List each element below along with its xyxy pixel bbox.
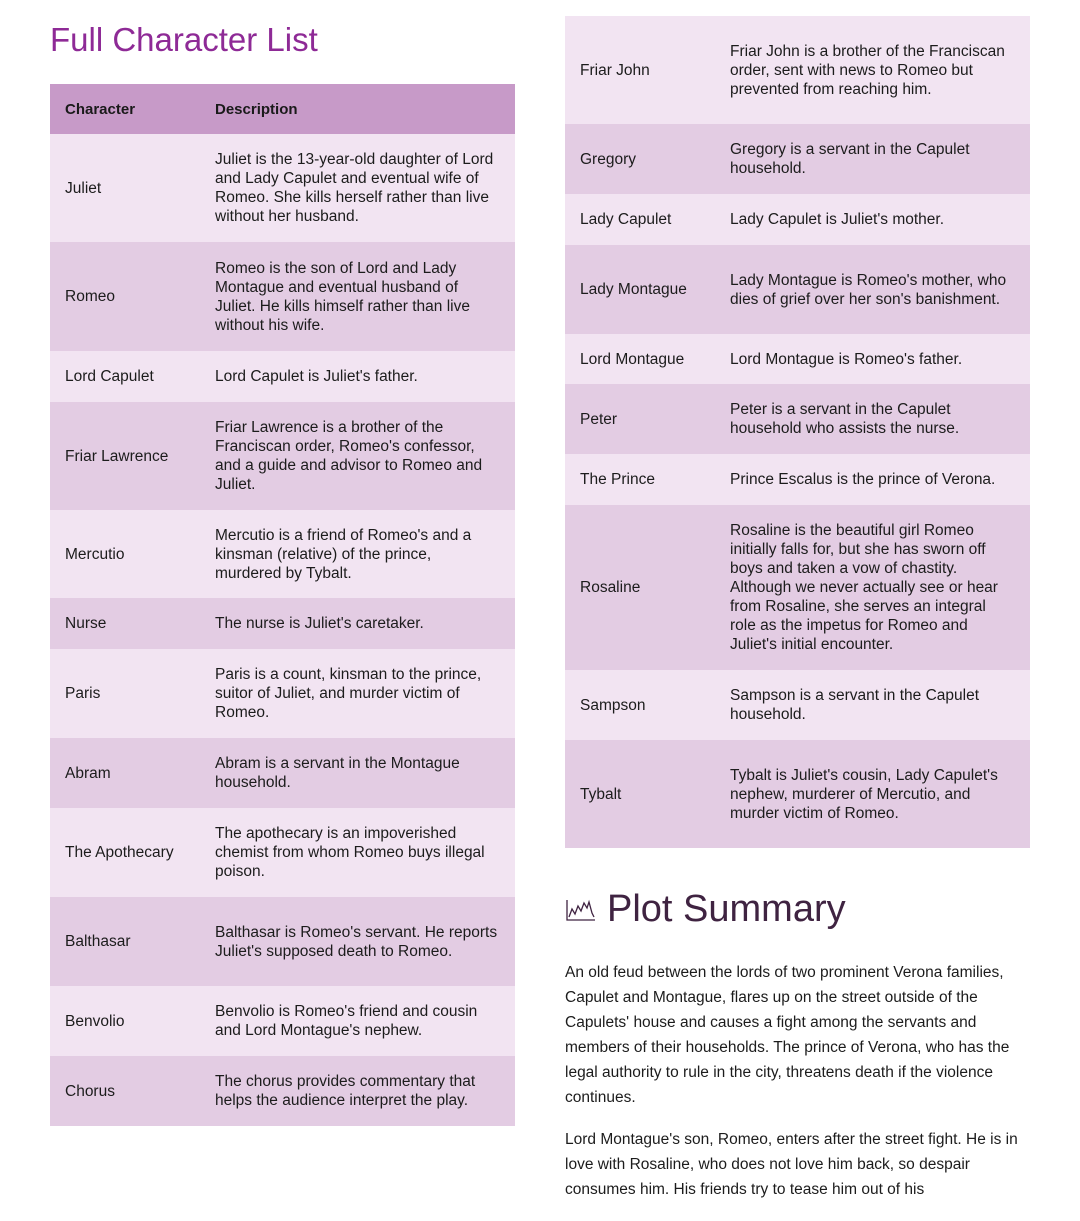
header-description: Description bbox=[200, 84, 515, 134]
character-name: Abram bbox=[50, 738, 200, 808]
character-name: Lord Capulet bbox=[50, 351, 200, 402]
character-description: Lord Montague is Romeo's father. bbox=[715, 334, 1030, 384]
character-description: The chorus provides commentary that helps the audience interpret the play. bbox=[200, 1056, 515, 1126]
character-name: Sampson bbox=[565, 670, 715, 740]
table-row bbox=[565, 334, 1030, 384]
character-description: Friar Lawrence is a brother of the Franciscan order, Romeo's confessor, and a guide and advisor to Romeo and Juliet. bbox=[200, 402, 515, 510]
character-description: Balthasar is Romeo's servant. He reports Juliet's supposed death to Romeo. bbox=[200, 897, 515, 986]
character-description: Mercutio is a friend of Romeo's and a kinsman (relative) of the prince, murdered by Tybalt. bbox=[200, 510, 515, 598]
table-row bbox=[50, 738, 515, 808]
character-name: Friar John bbox=[565, 16, 715, 124]
character-description: Peter is a servant in the Capulet household who assists the nurse. bbox=[715, 384, 1030, 454]
character-name: Balthasar bbox=[50, 897, 200, 986]
table-row bbox=[565, 245, 1030, 334]
character-name: Peter bbox=[565, 384, 715, 454]
character-name: Juliet bbox=[50, 134, 200, 242]
table-row bbox=[565, 124, 1030, 194]
character-name: Lady Capulet bbox=[565, 194, 715, 245]
character-table-left bbox=[50, 84, 515, 1126]
summary-paragraph: An old feud between the lords of two prominent Verona families, Capulet and Montague, flares up on the street outside of the Capulets' house and causes a fight among the servants and members of their households. The prince of Verona, who has the legal authority to rule in the city, threatens death if the violence continues. bbox=[565, 964, 1010, 1106]
character-name: Chorus bbox=[50, 1056, 200, 1126]
right-column bbox=[565, 16, 1030, 848]
table-row bbox=[50, 1056, 515, 1126]
character-description: Lady Capulet is Juliet's mother. bbox=[715, 194, 1030, 245]
table-row bbox=[50, 808, 515, 897]
character-description: Prince Escalus is the prince of Verona. bbox=[715, 454, 1030, 505]
plot-summary-heading bbox=[565, 888, 846, 931]
character-name: Benvolio bbox=[50, 986, 200, 1056]
left-column bbox=[50, 0, 515, 1126]
table-row bbox=[50, 510, 515, 598]
table-row bbox=[50, 986, 515, 1056]
character-description: The apothecary is an impoverished chemist from whom Romeo buys illegal poison. bbox=[200, 808, 515, 897]
character-name: Romeo bbox=[50, 242, 200, 351]
character-description: Benvolio is Romeo's friend and cousin and Lord Montague's nephew. bbox=[200, 986, 515, 1056]
table-row bbox=[565, 670, 1030, 740]
character-description: Rosaline is the beautiful girl Romeo initially falls for, but she has sworn off boys and taken a vow of chastity. Although we never actually see or hear from Rosaline, she serves an integral role as the impetus for Romeo and Juliet's initial encounter. bbox=[715, 505, 1030, 670]
character-name: The Apothecary bbox=[50, 808, 200, 897]
character-name: Nurse bbox=[50, 598, 200, 649]
character-name: Paris bbox=[50, 649, 200, 738]
header-character: Character bbox=[50, 84, 200, 134]
table-row bbox=[50, 649, 515, 738]
table-row bbox=[565, 505, 1030, 670]
table-row bbox=[50, 598, 515, 649]
table-row bbox=[50, 242, 515, 351]
character-description: Lord Capulet is Juliet's father. bbox=[200, 351, 515, 402]
table-row bbox=[50, 402, 515, 510]
line-chart-icon bbox=[565, 897, 597, 923]
table-row bbox=[565, 16, 1030, 124]
character-description: Friar John is a brother of the Franciscan order, sent with news to Romeo but prevented from reaching him. bbox=[715, 16, 1030, 124]
character-description: Tybalt is Juliet's cousin, Lady Capulet's nephew, murderer of Mercutio, and murder victim of Romeo. bbox=[715, 740, 1030, 848]
character-name: Tybalt bbox=[565, 740, 715, 848]
character-description: Paris is a count, kinsman to the prince, suitor of Juliet, and murder victim of Romeo. bbox=[200, 649, 515, 738]
page-title: Full Character List bbox=[50, 21, 318, 58]
character-name: The Prince bbox=[565, 454, 715, 505]
table-row bbox=[50, 351, 515, 402]
character-table-right bbox=[565, 16, 1030, 848]
character-description: The nurse is Juliet's caretaker. bbox=[200, 598, 515, 649]
table-row bbox=[565, 740, 1030, 848]
character-description: Sampson is a servant in the Capulet household. bbox=[715, 670, 1030, 740]
plot-summary-body bbox=[565, 960, 1035, 1219]
character-name: Mercutio bbox=[50, 510, 200, 598]
character-name: Lord Montague bbox=[565, 334, 715, 384]
plot-summary-title: Plot Summary bbox=[607, 888, 846, 930]
table-row bbox=[565, 194, 1030, 245]
table-row bbox=[50, 897, 515, 986]
character-description: Lady Montague is Romeo's mother, who dies of grief over her son's banishment. bbox=[715, 245, 1030, 334]
character-name: Friar Lawrence bbox=[50, 402, 200, 510]
summary-paragraph: Lord Montague's son, Romeo, enters after the street fight. He is in love with Rosaline, who does not love him back, so despair consumes him. His friends try to tease him out of his bbox=[565, 1131, 1018, 1198]
table-row bbox=[565, 454, 1030, 505]
table-header-row bbox=[50, 84, 515, 134]
table-row bbox=[50, 134, 515, 242]
character-name: Gregory bbox=[565, 124, 715, 194]
character-description: Romeo is the son of Lord and Lady Montague and eventual husband of Juliet. He kills himself rather than live without his wife. bbox=[200, 242, 515, 351]
character-description: Gregory is a servant in the Capulet household. bbox=[715, 124, 1030, 194]
character-description: Juliet is the 13-year-old daughter of Lord and Lady Capulet and eventual wife of Romeo. She kills herself rather than live without her husband. bbox=[200, 134, 515, 242]
character-name: Lady Montague bbox=[565, 245, 715, 334]
character-description: Abram is a servant in the Montague household. bbox=[200, 738, 515, 808]
character-name: Rosaline bbox=[565, 505, 715, 670]
table-row bbox=[565, 384, 1030, 454]
